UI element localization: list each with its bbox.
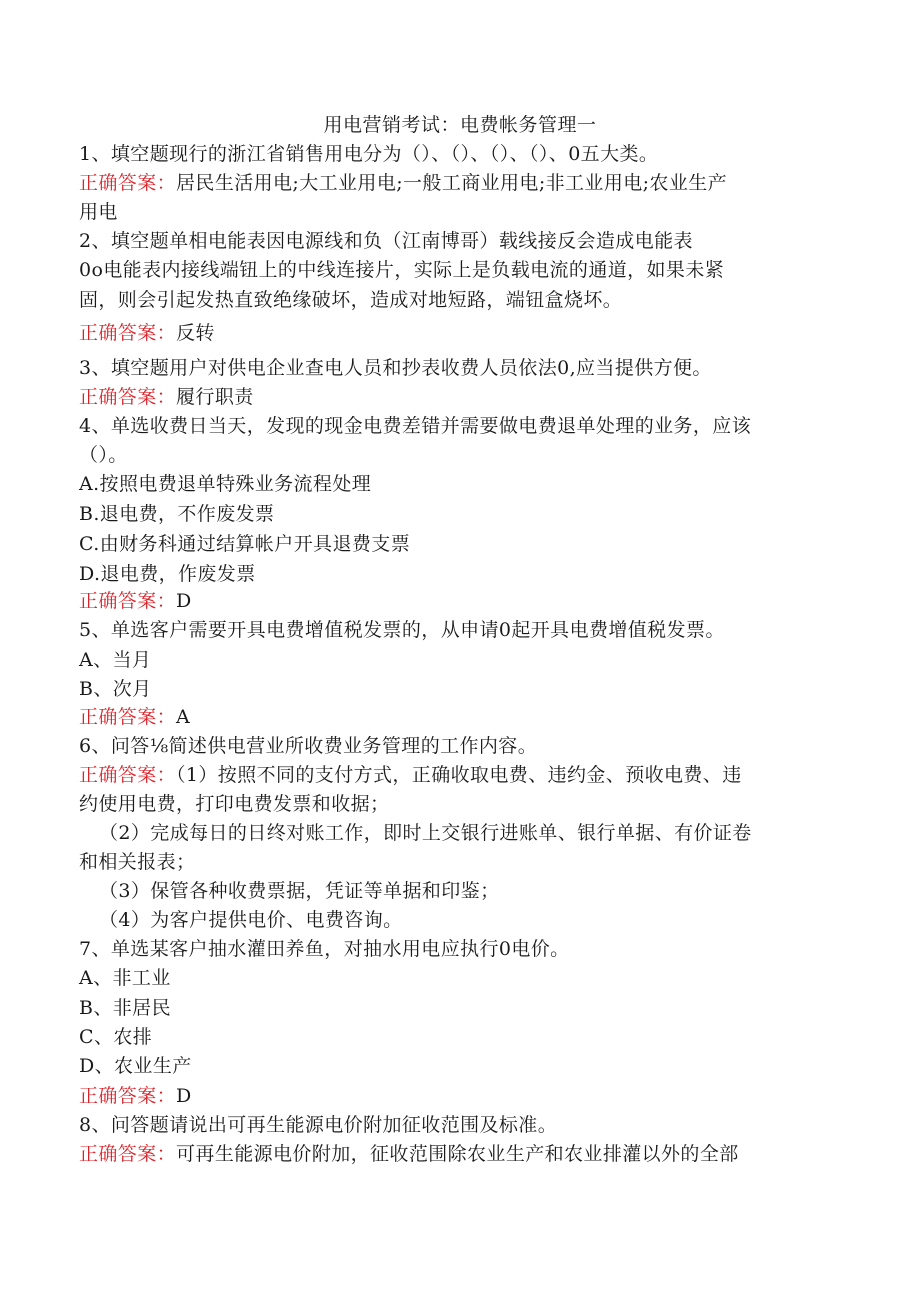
q7-option-d: D、农业生产 <box>79 1055 192 1077</box>
q1-question: 1、填空题现行的浙江省销售用电分为（）、（）、（）、（）、0五大类。 <box>79 143 659 165</box>
q4-option-c: C.由财务科通过结算帐户开具退费支票 <box>79 533 411 555</box>
q5-option-a: A、当月 <box>79 649 152 671</box>
q4-question-cont: （）。 <box>79 444 128 466</box>
answer-label: 正确答案： <box>79 1143 177 1165</box>
q6-answer: 正确答案：（1）按照不同的支付方式，正确收取电费、违约金、预收电费、违 <box>79 764 742 786</box>
q8-answer: 正确答案：可再生能源电价附加，征收范围除农业生产和农业排灌以外的全部 <box>79 1143 739 1165</box>
q4-option-b: B.退电费，不作废发票 <box>79 503 275 525</box>
q5-question: 5、单选客户需要开具电费增值税发票的，从申请0起开具电费增值税发票。 <box>79 619 725 641</box>
q5-answer: 正确答案：A <box>79 706 191 728</box>
q1-answer-cont: 用电 <box>79 201 118 223</box>
q4-option-a: A.按照电费退单特殊业务流程处理 <box>79 473 372 495</box>
q6-answer-line-5: （3）保管各种收费票据，凭证等单据和印鉴； <box>99 880 500 902</box>
q3-question: 3、填空题用户对供电企业查电人员和抄表收费人员依法0,应当提供方便。 <box>79 357 712 379</box>
q8-question: 8、问答题请说出可再生能源电价附加征收范围及标准。 <box>79 1114 558 1136</box>
q6-answer-line-3: （2）完成每日的日终对账工作，即时上交银行进账单、银行单据、有价证卷 <box>99 822 752 844</box>
q6-answer-line-4: 和相关报表； <box>79 851 196 873</box>
q7-option-b: B、非居民 <box>79 997 171 1019</box>
q6-question: 6、问答⅛简述供电营业所收费业务管理的工作内容。 <box>79 735 538 757</box>
q7-option-c: C、农排 <box>79 1026 153 1048</box>
answer-label: 正确答案： <box>79 590 177 612</box>
document-title: 用电营销考试：电费帐务管理一 <box>323 114 597 136</box>
q3-answer: 正确答案：履行职责 <box>79 386 254 408</box>
q7-answer: 正确答案：D <box>79 1085 192 1107</box>
answer-label: 正确答案： <box>79 172 177 194</box>
q2-text-cont: 固，则会引起发热直致绝缘破坏，造成对地短路，端钮盒烧坏。 <box>79 289 623 311</box>
q7-option-a: A、非工业 <box>79 967 171 989</box>
q2-text: 0o电能表内接线端钮上的中线连接片，实际上是负载电流的通道，如果未紧 <box>79 259 725 281</box>
answer-label: 正确答案： <box>79 706 177 728</box>
answer-label: 正确答案： <box>79 322 177 344</box>
q7-question: 7、单选某客户抽水灌田养鱼，对抽水用电应执行0电价。 <box>79 938 570 960</box>
q4-answer: 正确答案：D <box>79 590 192 612</box>
answer-label: 正确答案： <box>79 386 177 408</box>
q6-answer-line-2: 约使用电费，打印电费发票和收据； <box>79 793 390 815</box>
q2-answer: 正确答案：反转 <box>79 322 215 344</box>
q5-option-b: B、次月 <box>79 678 152 700</box>
q1-answer: 正确答案：居民生活用电;大工业用电;一般工商业用电;非工业用电;农业生产 <box>79 172 728 194</box>
answer-label: 正确答案： <box>79 764 177 786</box>
q4-option-d: D.退电费，作废发票 <box>79 563 256 585</box>
q6-answer-line-6: （4）为客户提供电价、电费咨询。 <box>99 909 403 931</box>
q4-question: 4、单选收费日当天，发现的现金电费差错并需要做电费退单处理的业务，应该 <box>79 415 752 437</box>
answer-label: 正确答案： <box>79 1085 177 1107</box>
q2-question: 2、填空题单相电能表因电源线和负（江南博哥）载线接反会造成电能表 <box>79 230 693 252</box>
